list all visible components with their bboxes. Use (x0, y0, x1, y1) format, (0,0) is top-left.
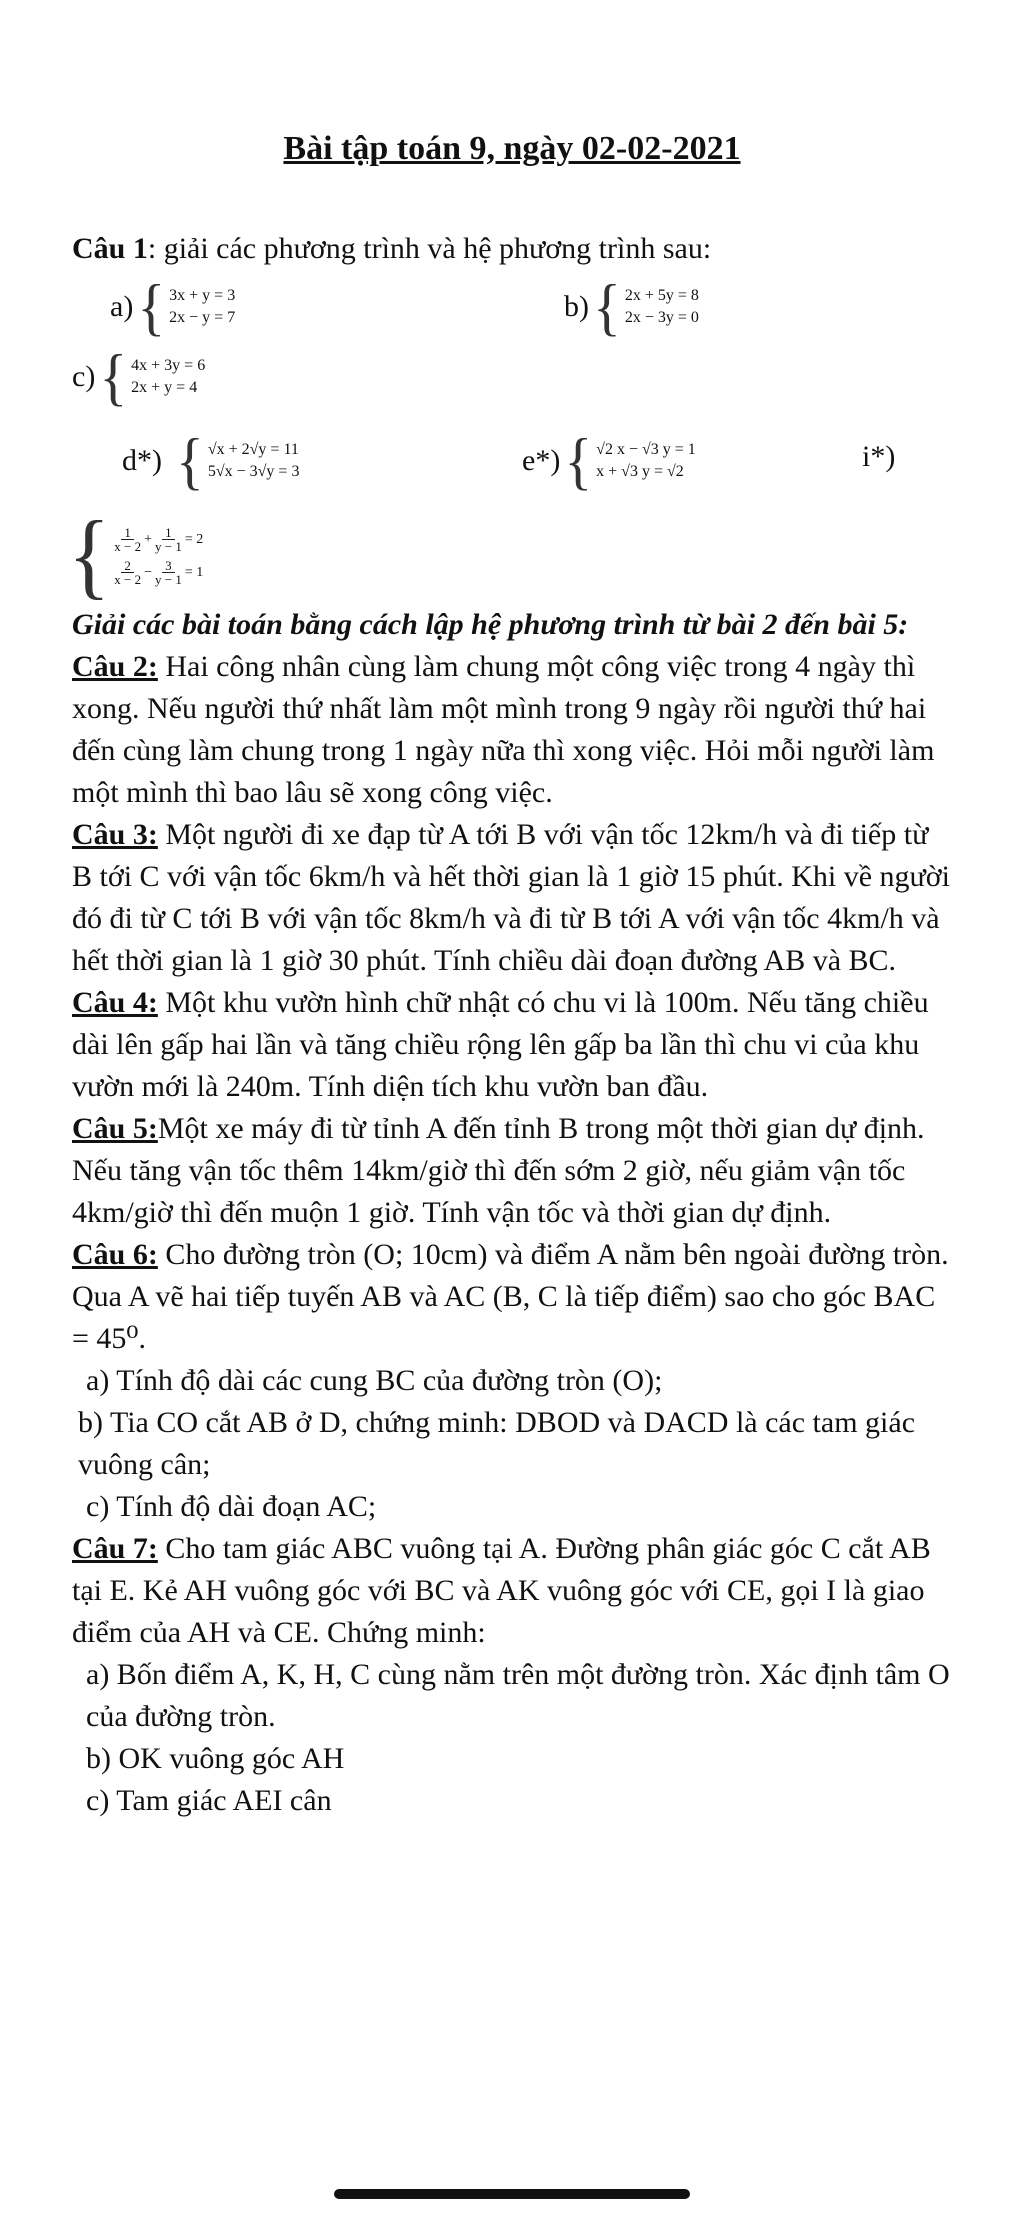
fraction: $\frac{3}{y - 1}$ (155, 558, 182, 587)
system-a-eq2: 2x − y = 7 (169, 309, 236, 326)
system-e-eq2: x + √3 y = √2 (596, 463, 684, 480)
brace-icon: { (593, 270, 621, 343)
system-e (522, 424, 696, 497)
system-a-label: a) (110, 290, 134, 323)
question-7 (72, 1528, 952, 1654)
system-b-label: b) (564, 290, 589, 323)
system-b-eq2: 2x − 3y = 0 (624, 309, 699, 326)
question-6-label: Câu 6: (72, 1238, 158, 1271)
system-i-label-wrap (862, 440, 899, 474)
question-1-text: : giải các phương trình và hệ phương trình sau: (147, 232, 712, 265)
system-c-label: c) (72, 360, 96, 393)
section-heading: Giải các bài toán bằng cách lập hệ phương trình từ bài 2 đến bài 5: (72, 608, 909, 641)
system-e-label: e*) (522, 444, 561, 477)
system-c-eq2: 2x + y = 4 (131, 379, 198, 396)
system-d-eq2: 5√x − 3√y = 3 (207, 463, 300, 480)
systems-row-c (72, 340, 952, 426)
question-1-label: Câu 1 (72, 232, 148, 265)
home-indicator[interactable] (334, 2189, 690, 2199)
fraction: $\frac{1}{x - 2}$ (114, 525, 142, 554)
brace-icon: { (68, 502, 111, 609)
system-c-eq1: 4x + 3y = 6 (131, 357, 206, 374)
question-7-label: Câu 7: (72, 1532, 158, 1565)
question-3-label: Câu 3: (72, 818, 158, 851)
fraction: $\frac{1}{y - 1}$ (155, 525, 182, 554)
question-6-part-b: b) Tia CO cắt AB ở D, chứng minh: DBOD và DACD là các tam giác vuông cân; (78, 1406, 916, 1481)
question-2-label: Câu 2: (72, 650, 158, 683)
system-c (72, 340, 206, 413)
question-2 (72, 646, 952, 814)
brace-icon: { (99, 340, 128, 413)
question-6-part-a: a) Tính độ dài các cung BC của đường tròn (O); (86, 1364, 663, 1397)
systems-row-ab (72, 270, 952, 348)
question-5 (72, 1108, 952, 1234)
question-4-text: Một khu vườn hình chữ nhật có chu vi là 100m. Nếu tăng chiều dài lên gấp hai lần và tăng chiều rộng lên gấp ba lần thì chu vi của khu vườn mới là 240m. Tính diện tích khu vườn ban đầu. (72, 986, 929, 1103)
question-5-text: Một xe máy đi từ tỉnh A đến tỉnh B trong một thời gian dự định. Nếu tăng vận tốc thêm 14km/giờ thì đến sớm 2 giờ, nếu giảm vận tốc 4km/giờ thì đến muộn 1 giờ. Tính vận tốc và thời gian dự định. (72, 1112, 925, 1229)
question-6-part-c: c) Tính độ dài đoạn AC; (86, 1490, 377, 1523)
question-3 (72, 814, 952, 982)
question-2-text: Hai công nhân cùng làm chung một công việc trong 4 ngày thì xong. Nếu người thứ nhất làm một mình trong 9 ngày rồi người thứ hai đến cùng làm chung trong 1 ngày nữa thì xong việc. Hỏi mỗi người làm một mình thì bao lâu sẽ xong công việc. (72, 650, 935, 809)
system-i-eq1: $\frac{1}{x - 2}$ + $\frac{1}{y - 1}$ = 2 (114, 525, 204, 554)
fraction: $\frac{2}{x - 2}$ (114, 558, 142, 587)
brace-icon: { (137, 270, 166, 343)
system-d (122, 424, 300, 497)
question-5-label: Câu 5: (72, 1112, 158, 1145)
brace-icon: { (564, 424, 593, 497)
question-3-text: Một người đi xe đạp từ A tới B với vận tốc 12km/h và đi tiếp từ B tới C với vận tốc 6km/h và hết thời gian là 1 giờ 15 phút. Khi về người đó đi từ C tới B với vận tốc 8km/h và đi từ B tới A với vận tốc 4km/h và hết thời gian là 1 giờ 30 phút. Tính chiều dài đoạn đường AB và BC. (72, 818, 950, 977)
question-6 (72, 1234, 952, 1360)
system-d-eq1: √x + 2√y = 11 (207, 441, 299, 458)
system-d-label: d*) (122, 444, 162, 477)
system-i (68, 502, 952, 609)
question-7-part-b: b) OK vuông góc AH (86, 1742, 345, 1775)
brace-icon: { (176, 424, 204, 497)
question-7-part-a: a) Bốn điểm A, K, H, C cùng nằm trên một đường tròn. Xác định tâm O của đường tròn. (86, 1658, 950, 1733)
question-1 (72, 228, 952, 270)
systems-row-dei (72, 426, 952, 508)
question-4 (72, 982, 952, 1108)
system-a (110, 270, 236, 343)
document-page (68, 130, 952, 1822)
system-a-eq1: 3x + y = 3 (169, 287, 236, 304)
system-b (564, 270, 699, 343)
system-b-eq1: 2x + 5y = 8 (624, 287, 699, 304)
question-7-text: Cho tam giác ABC vuông tại A. Đường phân giác góc C cắt AB tại E. Kẻ AH vuông góc với BC và AK vuông góc với CE, gọi I là giao điểm của AH và CE. Chứng minh: (72, 1532, 931, 1649)
system-e-eq1: √2 x − √3 y = 1 (596, 441, 696, 458)
question-4-label: Câu 4: (72, 986, 158, 1019)
question-6-text: Cho đường tròn (O; 10cm) và điểm A nằm bên ngoài đường tròn. Qua A vẽ hai tiếp tuyến AB và AC (B, C là tiếp điểm) sao cho góc BAC = 45⁰. (72, 1238, 949, 1355)
page-title: Bài tập toán 9, ngày 02-02-2021 (283, 130, 741, 167)
system-i-eq2: $\frac{2}{x - 2}$ − $\frac{3}{y - 1}$ = 1 (114, 558, 204, 587)
question-7-part-c: c) Tam giác AEI cân (86, 1784, 332, 1817)
system-i-label: i*) (862, 440, 896, 473)
